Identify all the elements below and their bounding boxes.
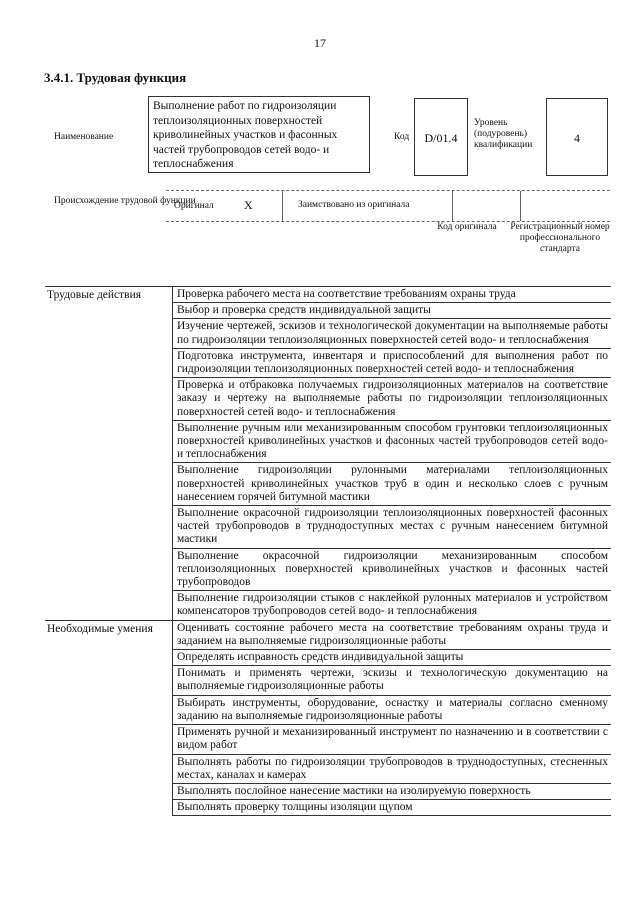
naming-value: Выполнение работ по гидроизоляции теплоизоляционных поверхностей криволинейных участков и фасонных частей трубопроводов сетей водо- и теплоснабжения <box>148 96 370 173</box>
labor-action: Выбор и проверка средств индивидуальной защиты <box>173 303 612 319</box>
level-label: Уровень (подуровень) квалификации <box>474 118 533 150</box>
skill: Понимать и применять чертежи, эскизы и технологическую документацию на выполняемые гидроизоляционные работы <box>173 666 612 695</box>
skill: Выполнять работы по гидроизоляции трубопроводов в труднодоступных, стесненных местах, каналах и камерах <box>173 754 612 783</box>
labor-action: Проверка рабочего места на соответствие требованиям охраны труда <box>173 287 612 303</box>
labor-action: Выполнение гидроизоляции стыков с наклейкой рулонных материалов и устройством компенсаторов трубопроводов сетей водо- и теплоснабжения <box>173 591 612 620</box>
code-of-original-caption: Код оригинала <box>437 222 497 232</box>
labor-action: Выполнение ручным или механизированным способом грунтовки теплоизоляционных поверхностей криволинейных участков и фасонных частей трубопроводов сетей водо- и теплоснабжения <box>173 420 612 463</box>
labor-action: Проверка и отбраковка получаемых гидроизоляционных материалов на соответствие заказу и чертежу на выполняемые работы по гидроизоляции теплоизоляционных поверхностей сетей водо- и теплоснабжения <box>173 378 612 421</box>
skill: Определять исправность средств индивидуальной защиты <box>173 650 612 666</box>
code-value: D/01.4 <box>414 98 468 176</box>
skill: Выполнять проверку толщины изоляции щупом <box>173 800 612 816</box>
original-mark: X <box>244 198 253 212</box>
skills-label: Необходимые умения <box>45 620 173 816</box>
origin-label: Происхождение трудовой функции <box>54 196 196 206</box>
skill: Оценивать состояние рабочего места на соответствие требованиям охраны труда и заданием на выполняемые гидроизоляционные работы <box>173 620 612 649</box>
labor-action: Подготовка инструмента, инвентаря и приспособлений для выполнения работ по гидроизоляции теплоизоляционных поверхностей сетей водо- и теплоснабжения <box>173 348 612 377</box>
skill: Выбирать инструменты, оборудование, оснастку и материалы согласно сменному заданию на выполняемые гидроизоляционные работы <box>173 695 612 724</box>
requirements-table <box>45 286 611 816</box>
borrowed-label: Заимствовано из оригинала <box>298 200 410 210</box>
skill: Выполнять послойное нанесение мастики на изолируемую поверхность <box>173 783 612 799</box>
skill: Применять ручной и механизированный инструмент по назначению и в соответствии с видом работ <box>173 725 612 754</box>
section-title: 3.4.1. Трудовая функция <box>44 70 187 85</box>
labor-actions-label: Трудовые действия <box>45 287 173 621</box>
divider <box>452 191 453 221</box>
page-number: 17 <box>314 36 326 50</box>
reg-number-caption: Регистрационный номер профессионального стандарта <box>510 222 610 254</box>
original-label: Оригинал <box>174 201 214 211</box>
labor-action: Выполнение окрасочной гидроизоляции механизированным способом теплоизоляционных поверхностей криволинейных участков и фасонных частей трубопроводов <box>173 548 612 591</box>
level-value: 4 <box>546 98 608 176</box>
origin-row <box>166 190 610 222</box>
divider <box>282 191 283 221</box>
table-row <box>45 287 611 303</box>
divider <box>520 191 521 221</box>
naming-label: Наименование <box>54 132 114 142</box>
table-row <box>45 620 611 649</box>
labor-action: Выполнение гидроизоляции рулонными материалами теплоизоляционных поверхностей криволинейных участков труб в один и несколько слоев с ручным нанесением горячей битумной мастики <box>173 463 612 506</box>
code-label: Код <box>394 132 410 142</box>
labor-action: Изучение чертежей, эскизов и технологической документации на выполняемые работы по гидроизоляции теплоизоляционных поверхностей сетей водо- и теплоснабжения <box>173 319 612 348</box>
labor-action: Выполнение окрасочной гидроизоляции теплоизоляционных поверхностей фасонных частей трубопроводов в труднодоступных местах с ручным нанесением битумной мастики <box>173 506 612 549</box>
